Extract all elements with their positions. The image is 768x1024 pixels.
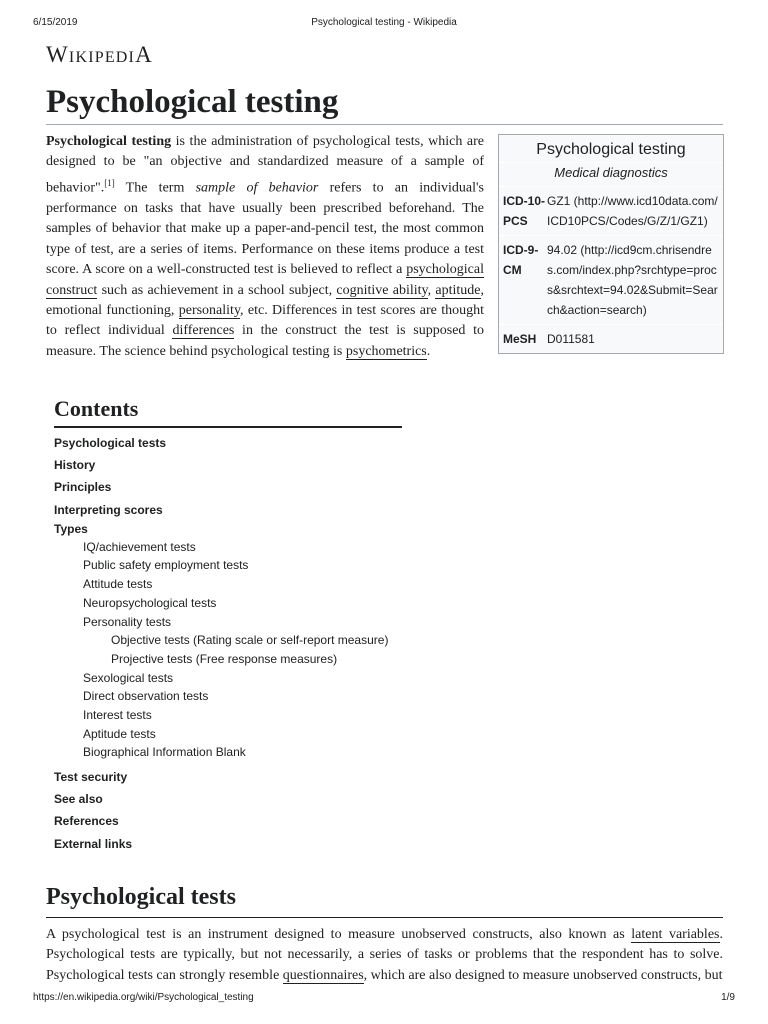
toc-subitem[interactable]: Sexological tests bbox=[83, 670, 174, 685]
toc-subitem[interactable]: IQ/achievement tests bbox=[83, 539, 196, 554]
toc-item[interactable]: See also bbox=[54, 792, 103, 807]
infobox-subtitle: Medical diagnostics bbox=[499, 162, 723, 186]
infobox-row bbox=[499, 235, 723, 324]
link-psychological-construct[interactable]: psychological construct bbox=[46, 262, 484, 298]
toc-item[interactable]: External links bbox=[54, 836, 133, 851]
toc-item[interactable]: Types bbox=[54, 521, 88, 536]
toc-subitem[interactable]: Aptitude tests bbox=[83, 726, 156, 741]
print-header bbox=[0, 17, 768, 31]
print-page-title: Psychological testing - Wikipedia bbox=[311, 17, 457, 28]
intro-bold-term: Psychological testing bbox=[46, 134, 172, 149]
table-of-contents bbox=[54, 396, 414, 855]
link-psychometrics[interactable]: psychometrics bbox=[345, 343, 427, 359]
toc-subitem[interactable]: Biographical Information Blank bbox=[83, 745, 246, 760]
link-cognitive-ability[interactable]: cognitive ability bbox=[336, 282, 428, 298]
infobox bbox=[498, 134, 724, 354]
toc-subsubitem[interactable]: Projective tests (Free response measures) bbox=[111, 651, 338, 666]
toc-item[interactable]: References bbox=[54, 814, 119, 829]
toc-subitem[interactable]: Attitude tests bbox=[83, 577, 153, 592]
toc-item[interactable]: Test security bbox=[54, 770, 128, 784]
infobox-value-mesh[interactable]: D011581 bbox=[547, 332, 595, 346]
link-questionnaires[interactable]: questionnaires bbox=[282, 967, 364, 983]
toc-title: Contents bbox=[54, 396, 402, 428]
link-latent-variables[interactable]: latent variables bbox=[631, 927, 720, 942]
print-footer bbox=[0, 992, 768, 1006]
section-heading: Psychological tests bbox=[46, 884, 236, 910]
toc-subitem[interactable]: Interest tests bbox=[83, 707, 152, 722]
page-title: Psychological testing bbox=[46, 84, 339, 120]
toc-item[interactable]: History bbox=[54, 458, 96, 473]
infobox-value-icd9cm[interactable]: 94.02 (http://icd9cm.chrisendres.com/index.php?srchtype=procs&srchtext=94.02&Submit=Search&action=search) bbox=[547, 243, 718, 317]
print-url: https://en.wikipedia.org/wiki/Psychological_testing bbox=[33, 992, 254, 1003]
intro-paragraph: Psychological testing is the administration of psychological tests, which are designed to be "an objective and standardized measure of a sample of behavior".[1] The term sample of behavior refers to an individual's performance on tasks that have usually been prescribed beforehand. The samples of behavior that make up a paper-and-pencil test, the most common type of test, are a series of items. Performance on these items produce a test score. A score on a well-constructed test is believed to reflect a psychological construct such as achievement in a school subject, cognitive ability, aptitude, emotional functioning, personality, etc. Differences in test scores are thought to reflect individual differences in the construct the test is supposed to measure. The science behind psychological testing is psychometrics. bbox=[46, 134, 485, 359]
wikipedia-logo[interactable]: WikipediA bbox=[46, 42, 153, 67]
link-personality[interactable]: personality bbox=[178, 302, 241, 318]
infobox-row bbox=[499, 324, 723, 353]
infobox-label-icd10pcs: ICD-10-PCS bbox=[503, 194, 546, 228]
title-divider bbox=[46, 124, 723, 125]
toc-subitem[interactable]: Direct observation tests bbox=[83, 689, 209, 704]
infobox-row bbox=[499, 186, 723, 235]
link-aptitude[interactable]: aptitude bbox=[435, 282, 481, 298]
infobox-label-icd9cm: ICD-9-CM bbox=[503, 243, 539, 277]
toc-subsubitem[interactable]: Objective tests (Rating scale or self-report measure) bbox=[111, 633, 389, 648]
infobox-label-mesh: MeSH bbox=[503, 332, 537, 346]
toc-item[interactable]: Principles bbox=[54, 480, 112, 495]
section-paragraph: A psychological test is an instrument designed to measure unobserved constructs, also known as latent variables. Psychological tests are typically, but not necessarily, a series of tasks or problems that the respondent has to solve. Psychological tests can strongly resemble questionnaires, which are also designed to measure unobserved constructs, but bbox=[46, 927, 723, 983]
toc-subitem[interactable]: Public safety employment tests bbox=[83, 558, 249, 573]
print-date: 6/15/2019 bbox=[33, 17, 78, 28]
toc-item[interactable]: Interpreting scores bbox=[54, 502, 163, 517]
toc-item[interactable]: Psychological tests bbox=[54, 436, 167, 450]
section-divider bbox=[46, 917, 723, 918]
reference-link[interactable]: [1] bbox=[104, 177, 115, 188]
print-page-number: 1/9 bbox=[721, 992, 735, 1003]
infobox-title: Psychological testing bbox=[536, 141, 686, 158]
toc-subsection-list bbox=[54, 538, 414, 766]
toc-subitem[interactable]: Neuropsychological tests bbox=[83, 595, 217, 610]
toc-subitem[interactable]: Personality tests bbox=[83, 614, 172, 629]
link-differences[interactable]: differences bbox=[172, 323, 235, 339]
infobox-value-icd10pcs[interactable]: GZ1 (http://www.icd10data.com/ICD10PCS/Codes/G/Z/1/GZ1) bbox=[547, 194, 718, 228]
